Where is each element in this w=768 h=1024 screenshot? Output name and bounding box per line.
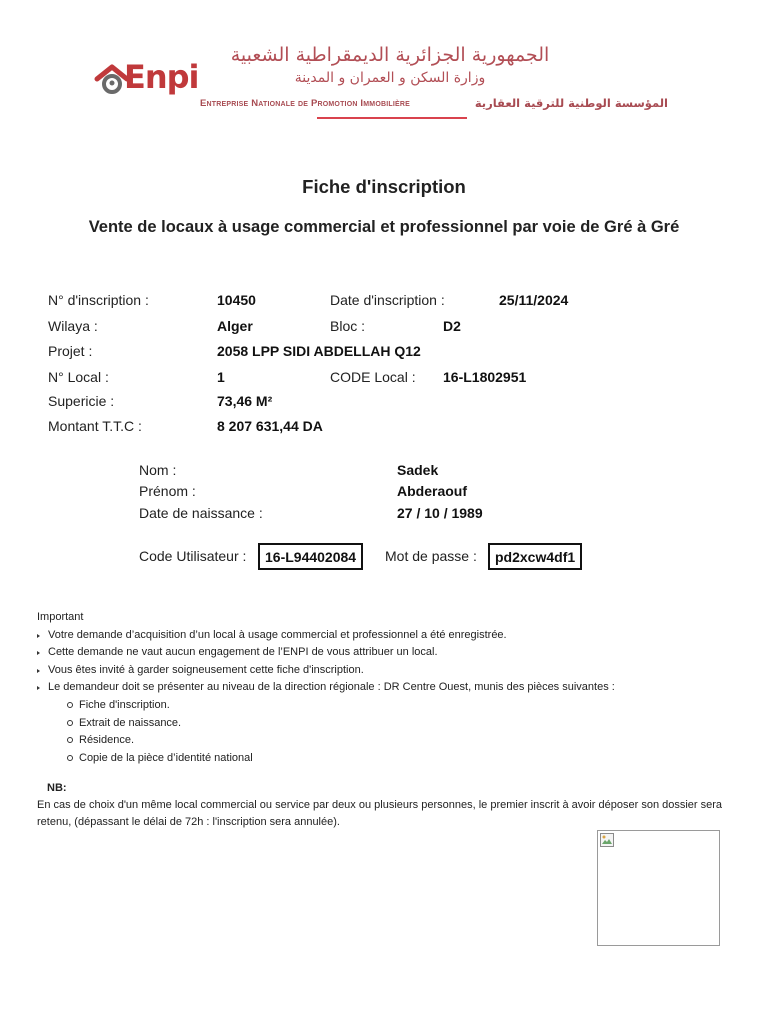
superficie-label: Supericie : [48,393,115,409]
broken-image-icon [599,832,615,848]
list-item: Vous êtes invité à garder soigneusement cette fiche d'inscription. [37,662,737,680]
inscription-number-label: N° d'inscription : [48,292,149,308]
important-section [37,609,737,767]
list-item: Fiche d'inscription. [67,697,737,715]
page-subtitle: Vente de locaux à usage commercial et professionnel par voie de Gré à Gré [88,218,680,236]
password-label: Mot de passe : [385,548,477,564]
arabic-ministry-line: وزارة السكن و العمران و المدينة [294,70,486,86]
naissance-value: 27 / 10 / 1989 [397,505,483,521]
bloc-value: D2 [443,318,461,334]
documents-list [67,697,737,767]
prenom-label: Prénom : [139,483,196,499]
logo-text: Enpi [124,58,199,96]
organization-name-fr: Entreprise Nationale de Promotion Immobilière [200,98,410,109]
page-title: Fiche d'inscription [302,176,466,197]
arabic-republic-line: الجمهورية الجزائرية الديمقراطية الشعبية [230,44,550,66]
nom-label: Nom : [139,462,177,478]
wilaya-label: Wilaya : [48,318,98,334]
list-item: Le demandeur doit se présenter au niveau de la direction régionale : DR Centre Ouest, munis des pièces suivantes : [37,679,737,697]
wilaya-value: Alger [217,318,253,334]
list-item: Cette demande ne vaut aucun engagement de l’ENPI de vous attribuer un local. [37,644,737,662]
list-item: Votre demande d’acquisition d’un local à usage commercial et professionnel a été enregistrée. [37,627,737,645]
local-number-label: N° Local : [48,369,109,385]
montant-label: Montant T.T.C : [48,418,142,434]
code-local-value: 16-L1802951 [443,369,527,385]
montant-value: 8 207 631,44 DA [217,418,323,434]
code-local-label: CODE Local : [330,369,416,385]
inscription-date-value: 25/11/2024 [499,292,569,308]
user-code-label: Code Utilisateur : [139,548,247,564]
nb-title: NB: [47,782,67,794]
important-title: Important [37,611,84,623]
photo-placeholder [597,830,720,946]
local-number-value: 1 [217,369,225,385]
superficie-value: 73,46 M² [217,393,273,409]
prenom-value: Abderaouf [397,483,467,499]
inscription-date-label: Date d'inscription : [330,292,445,308]
password-box: pd2xcw4df1 [488,543,582,570]
user-code-box: 16-L94402084 [258,543,363,570]
projet-value: 2058 LPP SIDI ABDELLAH Q12 [217,343,421,359]
nom-value: Sadek [397,462,439,478]
enpi-logo [94,56,199,102]
inscription-number-value: 10450 [217,292,256,308]
nb-text: En cas de choix d'un même local commercial ou service par deux ou plusieurs personnes, le premier inscrit à avoir déposer son dossier sera retenu, (dépassant le délai de 72h : l'inscription sera annulée). [37,799,723,828]
letterhead [0,0,768,130]
organization-name-ar: المؤسسة الوطنية للترقية العقارية [474,96,668,110]
important-list [37,627,737,697]
projet-label: Projet : [48,343,93,359]
list-item: Résidence. [67,732,737,750]
list-item: Extrait de naissance. [67,715,737,733]
bloc-label: Bloc : [330,318,366,334]
header-underline [317,117,467,119]
naissance-label: Date de naissance : [139,505,263,521]
list-item: Copie de la pièce d’identité national [67,750,737,768]
